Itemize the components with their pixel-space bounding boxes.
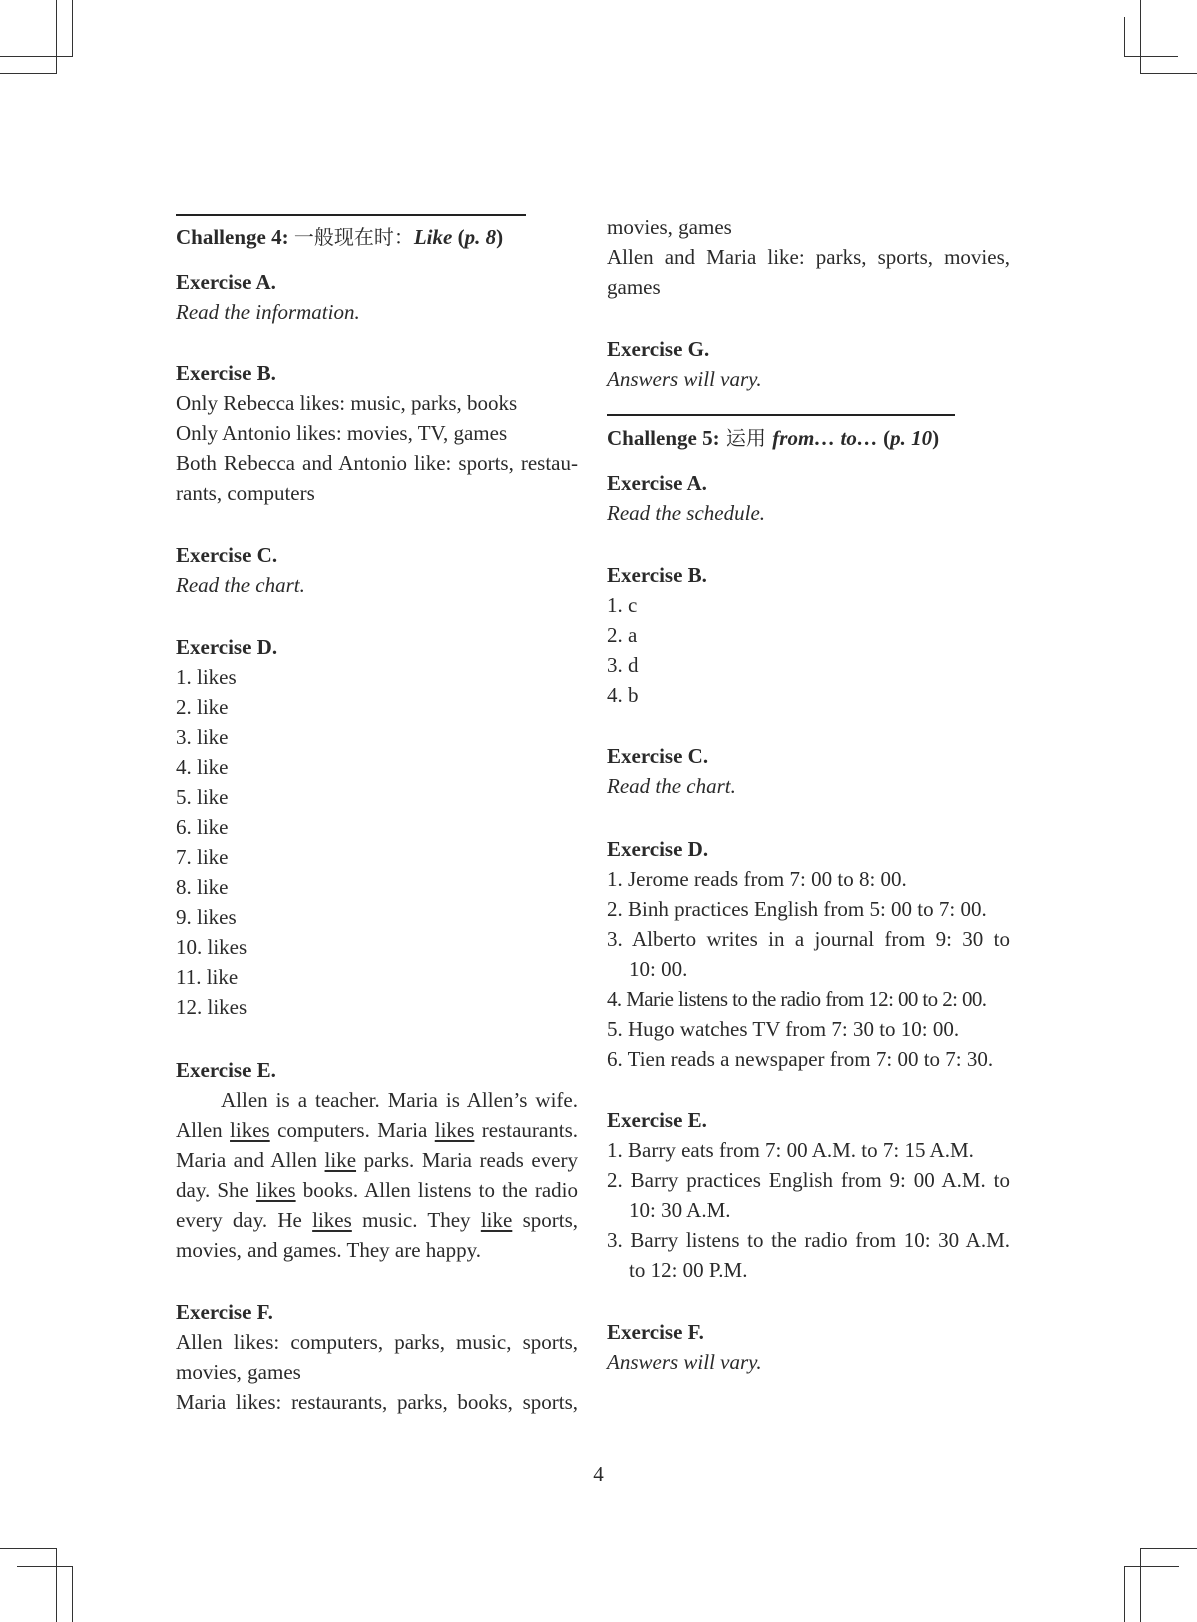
challenge-5-heading: Challenge 5: 运用 from… to… (p. 10) — [607, 426, 940, 450]
exercise-e — [176, 1055, 578, 1265]
list-item: 10. likes — [176, 935, 248, 959]
list-item-continued: 10: 00. — [629, 957, 688, 981]
exercise-g — [607, 334, 1010, 394]
paragraph-line: Allen likes computers. Maria likes restaurants. — [176, 1118, 578, 1142]
paragraph-line: Maria and Allen like parks. Maria reads every — [176, 1148, 578, 1172]
answer-line: movies, games — [176, 1360, 301, 1384]
list-item: 1. likes — [176, 665, 237, 689]
challenge-4-heading: Challenge 4: 一般现在时：Like (p. 8) — [176, 225, 504, 249]
exercise-a — [176, 267, 578, 327]
exercise-answer: Read the schedule. — [607, 501, 766, 525]
paragraph-line: Allen is a teacher. Maria is Allen’s wife. — [221, 1088, 578, 1112]
list-item: 8. like — [176, 875, 229, 899]
challenge-5-rule — [607, 414, 955, 416]
exercise-a — [607, 468, 1010, 528]
list-item: 9. likes — [176, 905, 237, 929]
exercise-f-continued — [607, 212, 1010, 302]
list-item: 2. Barry practices English from 9: 00 A.M. to — [607, 1168, 1010, 1192]
exercise-title: Exercise C. — [607, 744, 709, 768]
paragraph-line: every day. He likes music. They like sports, — [176, 1208, 579, 1232]
list-item: 2. Binh practices English from 5: 00 to 7: 00. — [607, 897, 987, 921]
list-item: 5. like — [176, 785, 229, 809]
exercise-b — [176, 358, 578, 508]
list-item: 4. Marie listens to the radio from 12: 00 to 2: 00. — [607, 987, 987, 1011]
exercise-title: Exercise C. — [176, 543, 278, 567]
list-item: 6. like — [176, 815, 229, 839]
list-item: 6. Tien reads a newspaper from 7: 00 to 7: 30. — [607, 1047, 994, 1071]
paragraph-line: movies, and games. They are happy. — [176, 1238, 481, 1262]
answer-line: rants, computers — [176, 481, 315, 505]
exercise-title: Exercise A. — [607, 471, 707, 495]
answer-line: games — [607, 275, 661, 299]
exercise-answer: Answers will vary. — [607, 367, 762, 391]
exercise-answer: Answers will vary. — [607, 1350, 762, 1374]
page-number: 4 — [593, 1462, 604, 1486]
answer-line: movies, games — [607, 215, 732, 239]
list-item: 3. Alberto writes in a journal from 9: 30 to — [607, 927, 1010, 951]
list-item: 12. likes — [176, 995, 248, 1019]
exercise-title: Exercise E. — [607, 1108, 707, 1132]
list-item: 1. Jerome reads from 7: 00 to 8: 00. — [607, 867, 907, 891]
list-item: 7. like — [176, 845, 229, 869]
list-item: 3. d — [607, 653, 639, 677]
exercise-title: Exercise B. — [176, 361, 276, 385]
list-item-continued: 10: 30 A.M. — [629, 1198, 731, 1222]
answer-line: Only Rebecca likes: music, parks, books — [176, 391, 518, 415]
list-item: 4. b — [607, 683, 639, 707]
exercise-title: Exercise G. — [607, 337, 710, 361]
exercise-c — [176, 540, 578, 600]
answer-line: Only Antonio likes: movies, TV, games — [176, 421, 508, 445]
exercise-e — [607, 1105, 1010, 1285]
answer-line: Maria likes: restaurants, parks, books, sports, — [176, 1390, 578, 1414]
exercise-title: Exercise F. — [607, 1320, 704, 1344]
paragraph-line: day. She likes books. Allen listens to the radio — [176, 1178, 578, 1202]
challenge-4-rule — [176, 214, 526, 216]
exercise-b — [607, 560, 1010, 710]
list-item: 3. like — [176, 725, 229, 749]
exercise-c — [607, 741, 1010, 801]
exercise-title: Exercise D. — [176, 635, 278, 659]
exercise-f — [176, 1297, 578, 1417]
exercise-title: Exercise D. — [607, 837, 709, 861]
answer-line: Both Rebecca and Antonio like: sports, restau- — [176, 451, 578, 475]
list-item: 3. Barry listens to the radio from 10: 30 A.M. — [607, 1228, 1010, 1252]
exercise-answer: Read the chart. — [607, 774, 736, 798]
list-item: 1. Barry eats from 7: 00 A.M. to 7: 15 A.M. — [607, 1138, 974, 1162]
exercise-answer: Read the information. — [176, 300, 360, 324]
list-item: 4. like — [176, 755, 229, 779]
list-item: 2. a — [607, 623, 638, 647]
list-item-continued: to 12: 00 P.M. — [629, 1258, 748, 1282]
list-item: 1. c — [607, 593, 638, 617]
exercise-title: Exercise B. — [607, 563, 707, 587]
answer-line: Allen likes: computers, parks, music, sports, — [176, 1330, 578, 1354]
exercise-answer: Read the chart. — [176, 573, 305, 597]
list-item: 2. like — [176, 695, 229, 719]
exercise-d — [176, 632, 578, 1022]
exercise-title: Exercise E. — [176, 1058, 276, 1082]
exercise-title: Exercise A. — [176, 270, 276, 294]
answer-line: Allen and Maria like: parks, sports, movies, — [607, 245, 1010, 269]
exercise-d — [607, 834, 1010, 1074]
exercise-title: Exercise F. — [176, 1300, 273, 1324]
list-item: 11. like — [176, 965, 239, 989]
list-item: 5. Hugo watches TV from 7: 30 to 10: 00. — [607, 1017, 960, 1041]
exercise-f — [607, 1317, 1010, 1377]
